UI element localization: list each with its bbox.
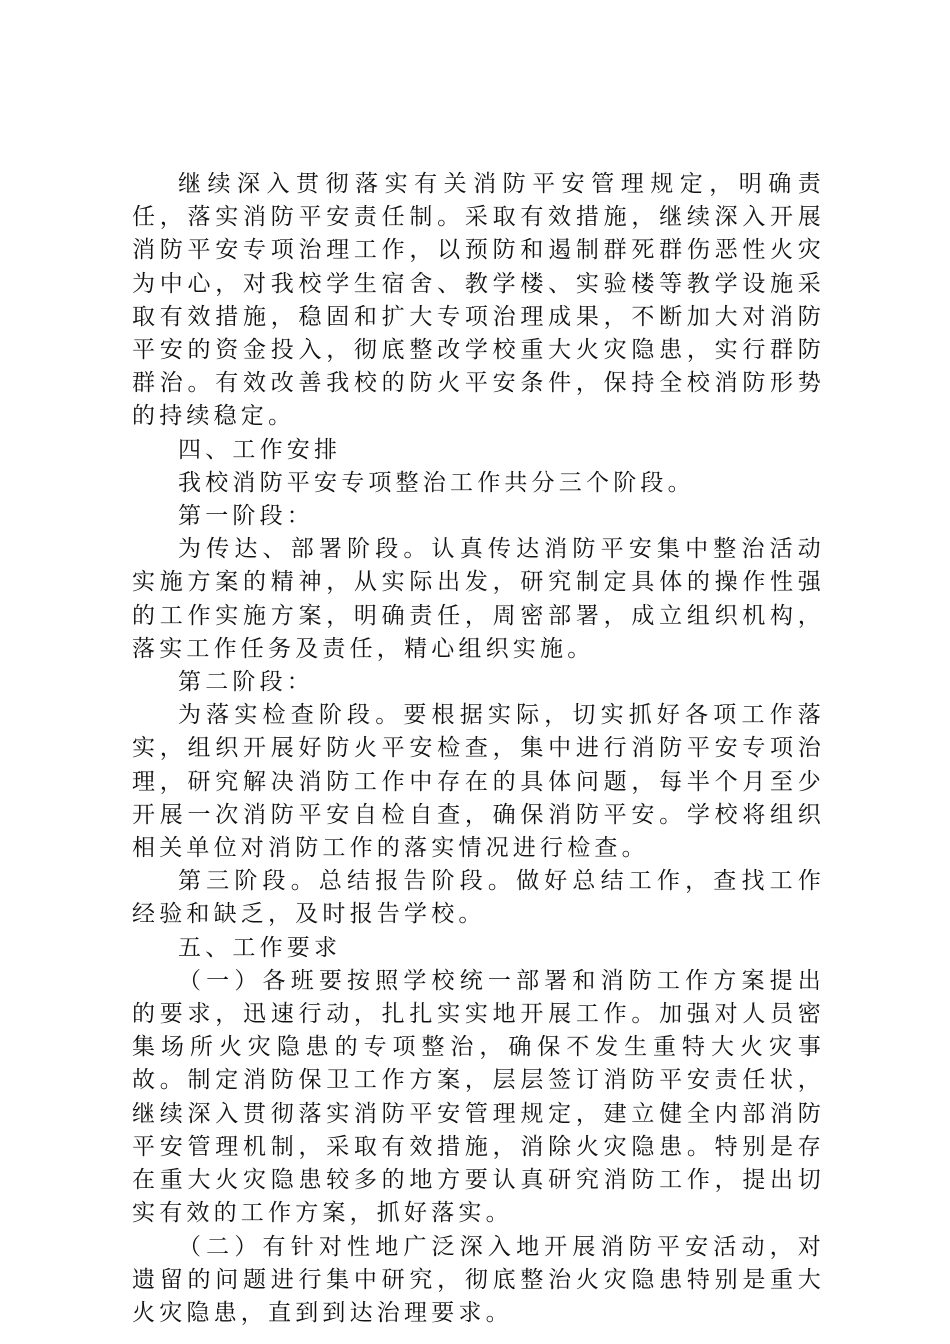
paragraph-fire-safety-goals: 继续深入贯彻落实有关消防平安管理规定，明确责任，落实消防平安责任制。采取有效措施，继续深入开展消防平安专项治理工作，以预防和遏制群死群伤恶性火灾为中心，对我校学生宿舍、教学楼、实验楼等教学设施采取有效措施，稳固和扩大专项治理成果，不断加大对消防平安的资金投入，彻底整改学校重大火灾隐患，实行群防群治。有效改善我校的防火平安条件，保持全校消防形势的持续稳定。: [132, 171, 825, 430]
heading-work-arrangement: 四、工作安排: [178, 436, 342, 463]
heading-work-requirements: 五、工作要求: [178, 934, 342, 961]
document-body: [132, 168, 825, 1330]
paragraph-requirement-one: （一）各班要按照学校统一部署和消防工作方案提出的要求，迅速行动，扎扎实实地开展工作。加强对人员密集场所火灾隐患的专项整治，确保不发生重特大火灾事故。制定消防保卫工作方案，层层签订消防平安责任状，继续深入贯彻落实消防平安管理规定，建立健全内部消防平安管理机制，采取有效措施，消除火灾隐患。特别是存在重大火灾隐患较多的地方要认真研究消防工作，提出切实有效的工作方案，抓好落实。: [132, 967, 825, 1227]
paragraph-stage-one: 为传达、部署阶段。认真传达消防平安集中整治活动实施方案的精神，从实际出发，研究制定具体的操作性强的工作实施方案，明确责任，周密部署，成立组织机构，落实工作任务及责任，精心组织实施。: [132, 536, 825, 662]
heading-stage-one: 第一阶段：: [178, 503, 314, 530]
paragraph-three-stages: 我校消防平安专项整治工作共分三个阶段。: [178, 469, 695, 496]
heading-stage-two: 第二阶段：: [178, 669, 314, 696]
paragraph-requirement-two: （二）有针对性地广泛深入地开展消防平安活动，对遗留的问题进行集中研究，彻底整治火灾隐患特别是重大火灾隐患，直到到达治理要求。: [132, 1233, 825, 1326]
paragraph-stage-two: 为落实检查阶段。要根据实际，切实抓好各项工作落实，组织开展好防火平安检查，集中进行消防平安专项治理，研究解决消防工作中存在的具体问题，每半个月至少开展一次消防平安自检自查，确保消防平安。学校将组织相关单位对消防工作的落实情况进行检查。: [132, 702, 825, 862]
paragraph-stage-three: 第三阶段。总结报告阶段。做好总结工作，查找工作经验和缺乏，及时报告学校。: [132, 868, 825, 928]
